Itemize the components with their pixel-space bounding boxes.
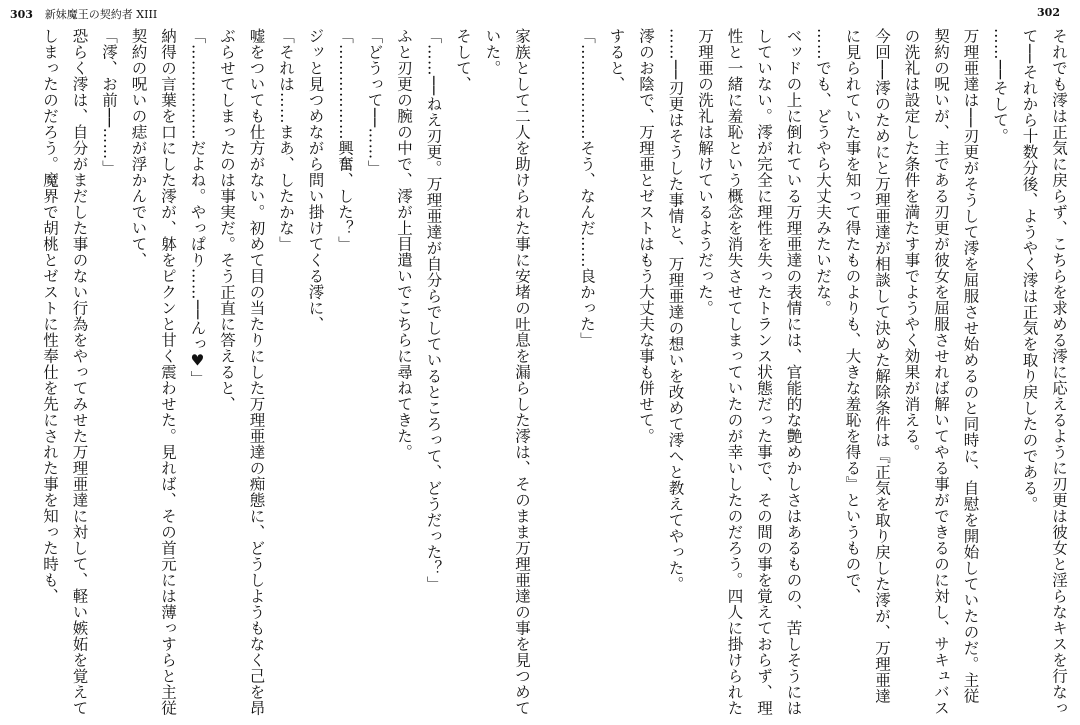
paragraph: ジッと見つめながら問い掛けてくる澪に、 bbox=[306, 28, 325, 332]
paragraph: すると、 bbox=[607, 28, 626, 92]
paragraph: ……でも、どうやら大丈夫みたいだな。 bbox=[814, 28, 832, 316]
paragraph: 嘘をついても仕方がない。初めて目の当たりにした万理亜達の痴態に、どうしようもなく己を昂ぶらせてしまったのは事実だ。そう正直に答えると、 bbox=[218, 28, 266, 716]
paragraph: 家族として二人を助けられた事に安堵の吐息を漏らした澪は、そのまま万理亜達の事を見つめていた。 bbox=[483, 28, 531, 716]
paragraph: 「………………だよね。やっぱり……──んっ♥」 bbox=[188, 28, 207, 387]
left-page-header bbox=[10, 6, 157, 22]
paragraph: 「どうって──……」 bbox=[365, 28, 384, 176]
paragraph: 恐らく澪は、自分がまだした事のない行為をやってみせた万理亜達に対して、軽い嫉妬を覚えてしまったのだろう。魔界で胡桃とゼストに性奉仕を先にされた事を知った時も、 bbox=[41, 28, 89, 716]
paragraph: 今回──澪のためにと万理亜達が相談して決めた解除条件は『正気を取り戻した澪が、万理亜達に見られていた事を知って得たものよりも、大きな羞恥を得る』というもので、 bbox=[843, 28, 891, 704]
page-gutter bbox=[538, 0, 542, 725]
book-title: 新妹魔王の契約者 XIII bbox=[44, 8, 158, 21]
paragraph: 「………………興奮、した？」 bbox=[336, 28, 354, 252]
right-page-number: 302 bbox=[1037, 6, 1060, 19]
paragraph: 澪のお陰で、万理亜とゼストはもう大丈夫な事も併せて。 bbox=[637, 28, 655, 444]
paragraph: 万理亜達は──刃更がそうして澪を屈服させ始めるのと同時に、自慰を開始していたのだ。主従契約の呪いが、主である刃更が彼女を屈服させれば解いてやる事ができるのに対し、サキュバスの洗礼は設定した条件を満たす事でようやく効果が消える。 bbox=[902, 28, 980, 716]
paragraph: ……──そして。 bbox=[991, 28, 1009, 144]
left-page bbox=[6, 28, 536, 718]
paragraph: ふと刃更の腕の中で、澪が上目遣いでこちらに尋ねてきた。 bbox=[395, 28, 413, 460]
paragraph: 「それは……まあ、したかな」 bbox=[277, 28, 295, 252]
right-page bbox=[545, 28, 1073, 718]
left-page-number: 303 bbox=[10, 8, 33, 21]
paragraph: それでも澪は正気に戻らず、こちらを求める澪に応えるように刃更は彼女と淫らなキスを行なって──それから十数分後、ようやく澪は正気を取り戻したのである。 bbox=[1020, 28, 1068, 716]
paragraph: 「澪、お前──……」 bbox=[100, 28, 118, 176]
paragraph: そして、 bbox=[454, 28, 472, 92]
paragraph: 「………………そう、なんだ……良かった」 bbox=[578, 28, 596, 348]
right-page-text bbox=[545, 28, 1073, 718]
left-page-text bbox=[6, 28, 536, 718]
paragraph: ……──刃更はそうした事情と、万理亜達の想いを改めて澪へと教えてやった。 bbox=[666, 28, 685, 592]
paragraph: 納得の言葉を口にした澪が、躰をピクンと甘く震わせた。見れば、その首元には薄っすらと主従契約の呪いの痣が浮かんでいて、 bbox=[129, 28, 177, 716]
right-page-header bbox=[1037, 6, 1068, 19]
paragraph: ベッドの上に倒れている万理亜達の表情には、官能的な艶めかしさはあるものの、苦しそうにはしていない。澪が完全に理性を失ったトランス状態だった事で、その間の事を覚えておらず、理性と一緒に羞恥という概念を消失させてしまっていたのが幸いしたのだろう。四人に掛けられた万理亜の洗礼は解けているようだった。 bbox=[696, 28, 803, 716]
paragraph: 「……──ねえ刃更。万理亜達が自分らでしているところって、どうだった？」 bbox=[424, 28, 443, 592]
